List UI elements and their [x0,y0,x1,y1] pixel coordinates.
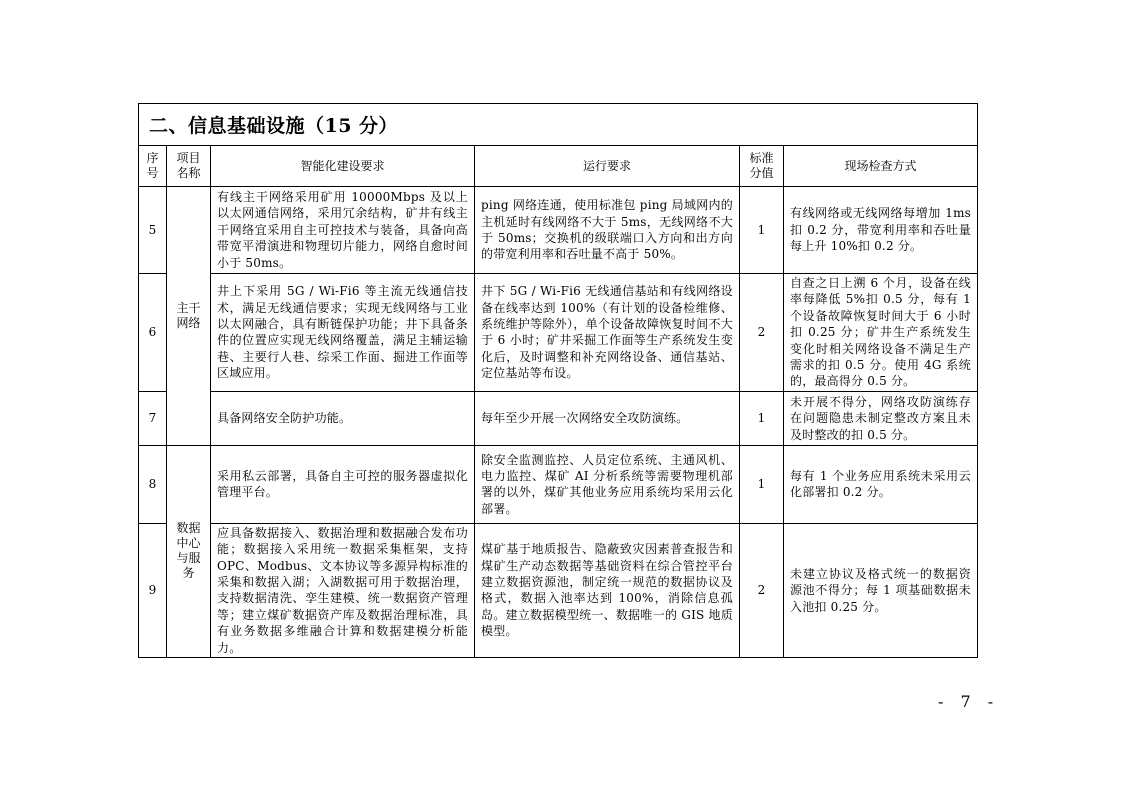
evaluation-table [138,103,978,658]
header-item-line1: 项目 [176,151,201,165]
header-construction: 智能化建设要求 [211,146,475,187]
category-datacenter [167,445,211,657]
table-row [139,187,978,274]
category-datacenter-line2: 中心 [176,536,201,551]
header-no-line1: 序 [146,151,159,165]
table-row [139,445,978,523]
standard-score: 2 [740,523,784,657]
row-no: 7 [139,391,167,445]
inspection-method: 未建立协议及格式统一的数据资源池不得分；每 1 项基础数据未入池扣 0.25 分。 [784,523,978,657]
standard-score: 2 [740,274,784,392]
operation-requirement: ping 网络连通，使用标准包 ping 局域网内的主机延时有线网络不大于 5ms，无线网络不大于 50ms；交换机的级联端口入方向和出方向的带宽利用率和吞吐量不高于 50%。 [475,187,740,274]
inspection-method: 自查之日上溯 6 个月，设备在线率每降低 5%扣 0.5 分，每有 1 个设备故障恢复时间大于 6 小时扣 0.25 分；矿井生产系统发生变化时相关网络设备不满足生产需求的扣 0.5 分。使用 4G 系统的，最高得分 0.5 分。 [784,274,978,392]
page-number: - 7 - [938,692,1000,711]
operation-requirement: 煤矿基于地质报告、隐蔽致灾因素普查报告和煤矿生产动态数据等基础资料在综合管控平台建立数据资源池，制定统一规范的数据协议及格式，数据入池率达到 100%，消除信息孤岛。建立数据模型统一、数据唯一的 GIS 地质模型。 [475,523,740,657]
row-no: 5 [139,187,167,274]
row-no: 9 [139,523,167,657]
section-title-row [139,104,978,146]
category-datacenter-line4: 务 [182,566,195,581]
construction-requirement: 有线主干网络采用矿用 10000Mbps 及以上以太网通信网络，采用冗余结构，矿井有线主干网络宜采用自主可控技术与装备，具备向高带宽平滑演进和物理切片能力，网络自愈时间小于 50ms。 [211,187,475,274]
category-backbone [167,187,211,446]
category-datacenter-line3: 与服 [176,551,201,566]
section-title: 二、信息基础设施（15 分） [139,104,978,146]
row-no: 8 [139,445,167,523]
construction-requirement: 井上下采用 5G / Wi-Fi6 等主流无线通信技术，满足无线通信要求；实现无线网络与工业以太网融合，具有断链保护功能；井下具备条件的位置应实现无线网络覆盖，满足主辅运输巷、主要行人巷、综采工作面、掘进工作面等区域应用。 [211,274,475,392]
header-no [139,146,167,187]
category-backbone-line2: 网络 [176,315,201,330]
construction-requirement: 采用私云部署，具备自主可控的服务器虚拟化管理平台。 [211,445,475,523]
table-row [139,391,978,445]
operation-requirement: 除安全监测监控、人员定位系统、主通风机、电力监控、煤矿 AI 分析系统等需要物理机部署的以外，煤矿其他业务应用系统均采用云化部署。 [475,445,740,523]
inspection-method: 未开展不得分，网络攻防演练存在问题隐患未制定整改方案且未及时整改的扣 0.5 分。 [784,391,978,445]
header-item-line2: 名称 [176,166,201,180]
header-no-line2: 号 [146,166,159,180]
construction-requirement: 具备网络安全防护功能。 [211,391,475,445]
table-row [139,274,978,392]
category-backbone-line1: 主干 [176,300,201,315]
inspection-method: 每有 1 个业务应用系统未采用云化部署扣 0.2 分。 [784,445,978,523]
category-datacenter-line1: 数据 [176,521,201,536]
inspection-method: 有线网络或无线网络每增加 1ms 扣 0.2 分，带宽利用率和吞吐量每上升 10%扣 0.2 分。 [784,187,978,274]
header-score-line2: 分值 [749,166,774,180]
header-item [167,146,211,187]
operation-requirement: 每年至少开展一次网络安全攻防演练。 [475,391,740,445]
table-row [139,523,978,657]
row-no: 6 [139,274,167,392]
header-score [740,146,784,187]
header-inspection: 现场检查方式 [784,146,978,187]
header-operation: 运行要求 [475,146,740,187]
standard-score: 1 [740,187,784,274]
standard-score: 1 [740,445,784,523]
header-row [139,146,978,187]
construction-requirement: 应具备数据接入、数据治理和数据融合发布功能；数据接入采用统一数据采集框架，支持 OPC、Modbus、文本协议等多源异构标准的采集和数据入湖；入湖数据可用于数据治理，支持数据清洗、孪生建模、统一数据资产管理等；建立煤矿数据资产库及数据治理标准，具有业务数据多维融合计算和数据建模分析能力。 [211,523,475,657]
operation-requirement: 井下 5G / Wi-Fi6 无线通信基站和有线网络设备在线率达到 100%（有计划的设备检维修、系统维护等除外），单个设备故障恢复时间不大于 6 小时；矿井采掘工作面等生产系统发生变化后，及时调整和补充网络设备、通信基站、定位基站等布设。 [475,274,740,392]
header-score-line1: 标准 [749,151,774,165]
standard-score: 1 [740,391,784,445]
